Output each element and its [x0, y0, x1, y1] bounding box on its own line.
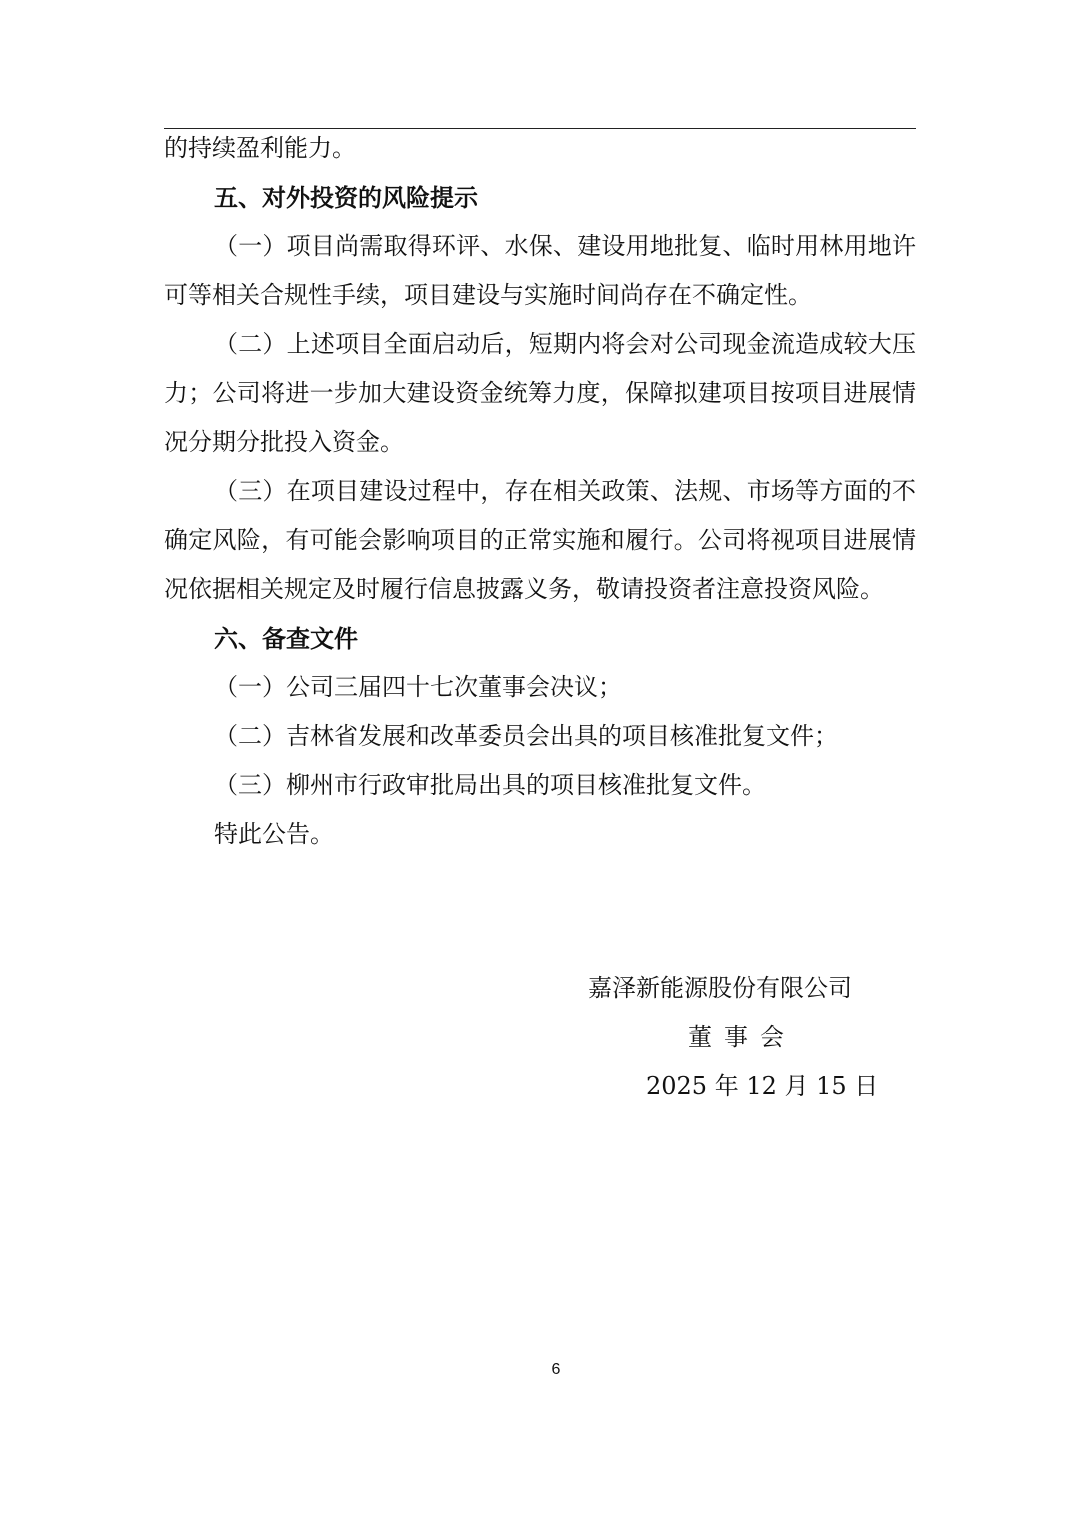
document-body	[164, 124, 916, 859]
signature-board: 董事会	[688, 1023, 796, 1051]
risk-paragraph-3: （三）在项目建设过程中，存在相关政策、法规、市场等方面的不确定风险，有可能会影响项目的正常实施和履行。公司将视项目进展情况依据相关规定及时履行信息披露义务，敬请投资者注意投资风险。	[164, 477, 916, 603]
continuation-text: 的持续盈利能力。	[164, 134, 356, 162]
page-number: 6	[551, 1361, 561, 1378]
closing-text: 特此公告。	[214, 820, 334, 848]
risk-paragraph-1: （一）项目尚需取得环评、水保、建设用地批复、临时用林用地许可等相关合规性手续，项目建设与实施时间尚存在不确定性。	[164, 232, 916, 309]
section-5-heading: 五、对外投资的风险提示	[214, 183, 478, 212]
signature-date: 2025 年 12 月 15 日	[646, 1072, 879, 1100]
section-6-heading: 六、备查文件	[214, 624, 358, 653]
reference-item-3: （三）柳州市行政审批局出具的项目核准批复文件。	[214, 771, 766, 799]
signature-company: 嘉泽新能源股份有限公司	[588, 974, 852, 1002]
signature-block	[560, 964, 890, 1111]
reference-item-2: （二）吉林省发展和改革委员会出具的项目核准批复文件；	[214, 722, 838, 750]
reference-item-1: （一）公司三届四十七次董事会决议；	[214, 673, 622, 701]
risk-paragraph-2: （二）上述项目全面启动后，短期内将会对公司现金流造成较大压力；公司将进一步加大建设资金统筹力度，保障拟建项目按项目进展情况分期分批投入资金。	[164, 330, 916, 456]
